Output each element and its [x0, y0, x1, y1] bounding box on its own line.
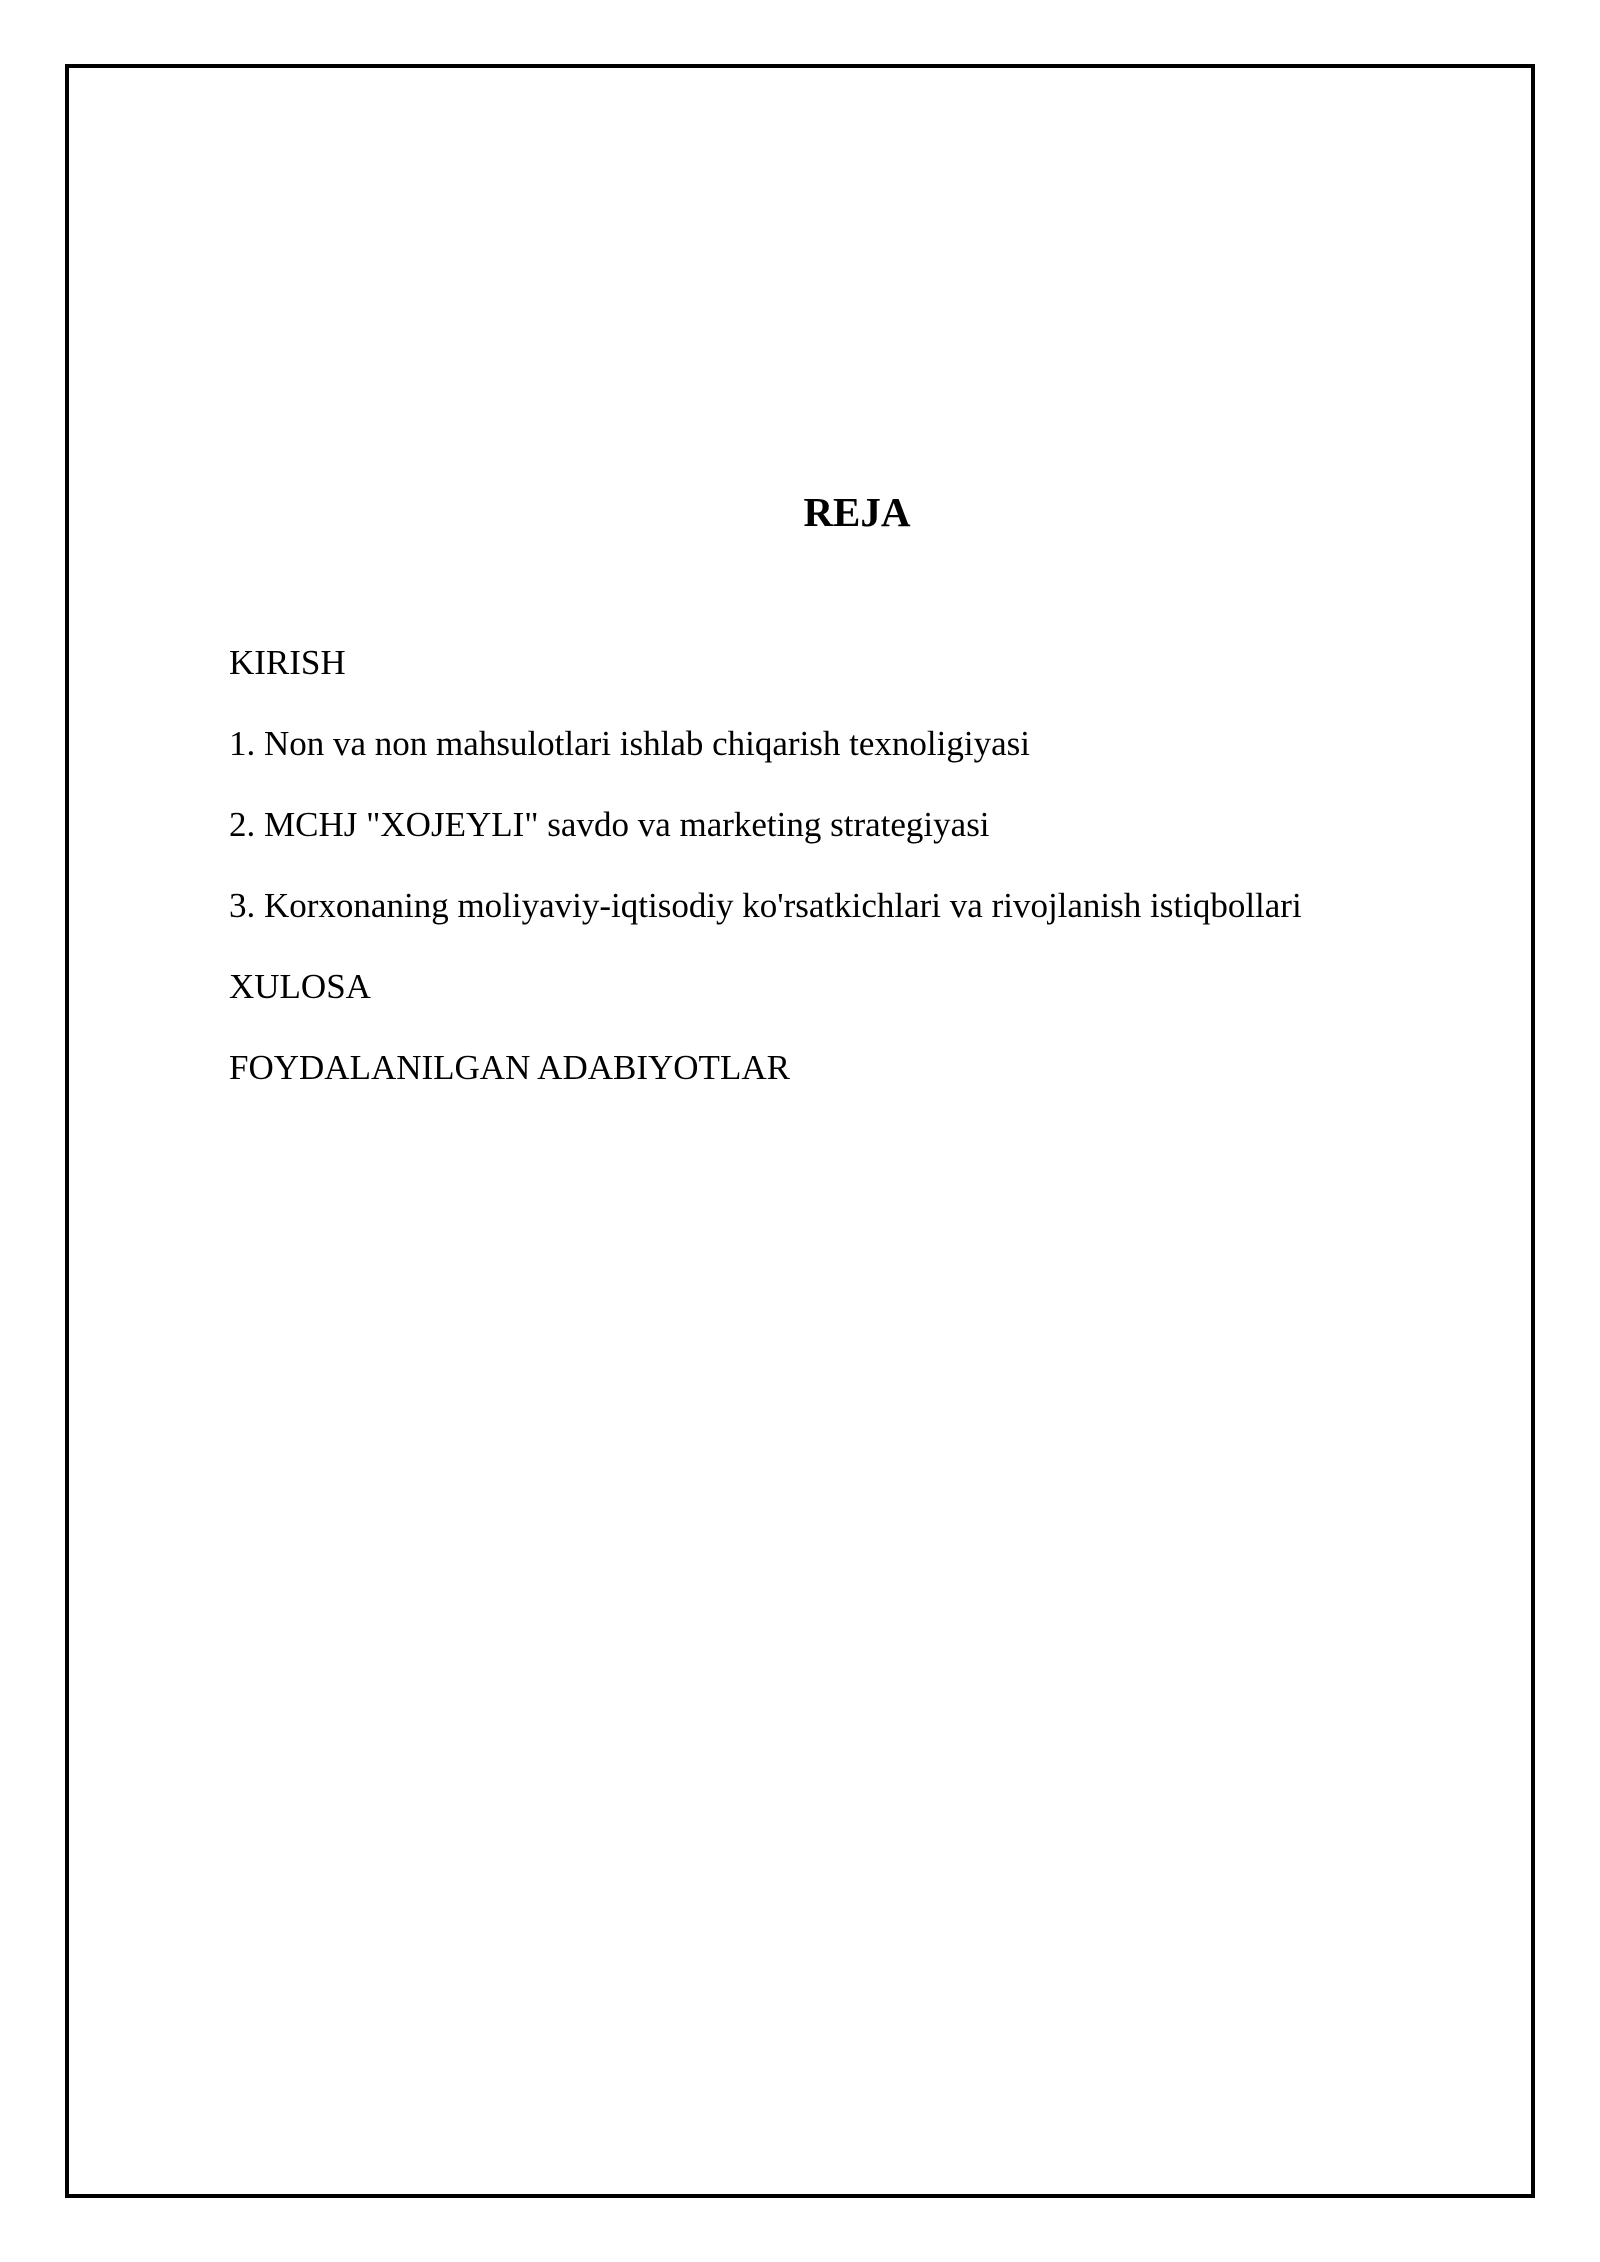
page-title: REJA: [803, 489, 911, 536]
toc-item-chapter-1: 1. Non va non mahsulotlari ishlab chiqarish texnoligiyasi: [229, 724, 1030, 763]
toc-item-references: FOYDALANILGAN ADABIYOTLAR: [229, 1048, 790, 1087]
page-border: [65, 64, 1535, 2198]
toc-item-conclusion: XULOSA: [229, 967, 371, 1006]
toc-item-chapter-2: 2. MCHJ "XOJEYLI" savdo va marketing strategiyasi: [229, 805, 990, 844]
table-of-contents: [229, 640, 1479, 1126]
toc-item-chapter-3: 3. Korxonaning moliyaviy-iqtisodiy ko'rsatkichlari va rivojlanish istiqbollari: [229, 886, 1302, 925]
toc-item-introduction: KIRISH: [229, 643, 346, 682]
